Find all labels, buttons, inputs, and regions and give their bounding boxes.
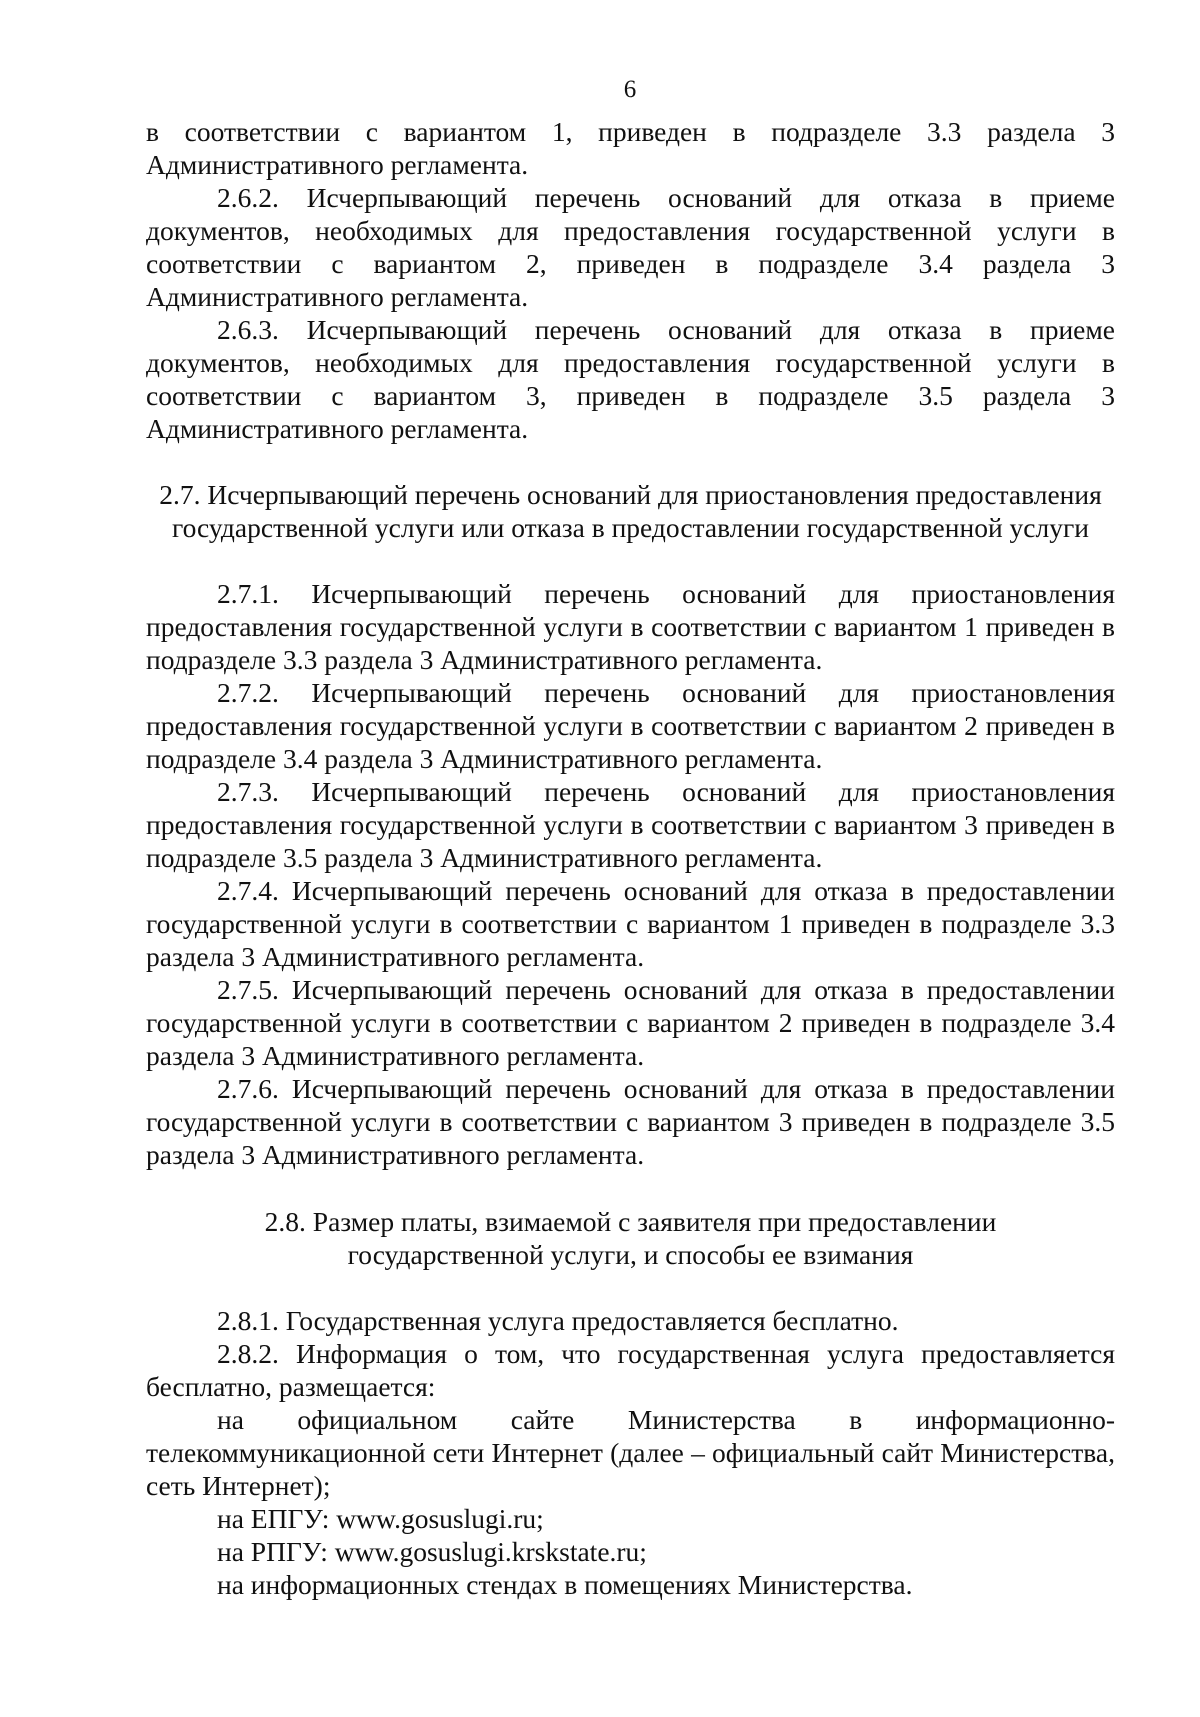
document-body <box>146 115 1115 1601</box>
paragraph-2-6-2: 2.6.2. Исчерпывающий перечень оснований для отказа в приеме документов, необходимых для предоставления государственной услуги в соответствии с вариантом 2, приведен в подразделе 3.4 раздела 3 Административного регламента. <box>146 182 1115 312</box>
paragraph-2-7-2: 2.7.2. Исчерпывающий перечень оснований для приостановления предоставления государственной услуги в соответствии с вариантом 2 приведен в подразделе 3.4 раздела 3 Административного регламента. <box>146 677 1115 774</box>
section-heading-2-8 <box>146 1205 1115 1271</box>
list-item-official-site: на официальном сайте Министерства в информационно-телекоммуникационной сети Интернет (далее – официальный сайт Министерства, сеть Интернет); <box>146 1404 1115 1501</box>
paragraph-2-8-1: 2.8.1. Государственная услуга предоставляется бесплатно. <box>217 1305 899 1336</box>
paragraph-2-7-6: 2.7.6. Исчерпывающий перечень оснований для отказа в предоставлении государственной услуги в соответствии с вариантом 3 приведен в подразделе 3.5 раздела 3 Административного регламента. <box>146 1073 1115 1170</box>
paragraph-2-7-4: 2.7.4. Исчерпывающий перечень оснований для отказа в предоставлении государственной услуги в соответствии с вариантом 1 приведен в подразделе 3.3 раздела 3 Административного регламента. <box>146 875 1115 972</box>
section-heading-2-7-line1: 2.7. Исчерпывающий перечень оснований для приостановления предоставления <box>159 479 1102 510</box>
section-heading-2-7-line2: государственной услуги или отказа в предоставлении государственной услуги <box>172 512 1089 543</box>
section-heading-2-7 <box>146 478 1115 544</box>
list-item-epgu: на ЕПГУ: www.gosuslugi.ru; <box>217 1503 544 1534</box>
paragraph-continuation: в соответствии с вариантом 1, приведен в подразделе 3.3 раздела 3 Административного регламента. <box>146 116 1115 180</box>
paragraph-2-6-3: 2.6.3. Исчерпывающий перечень оснований для отказа в приеме документов, необходимых для предоставления государственной услуги в соответствии с вариантом 3, приведен в подразделе 3.5 раздела 3 Административного регламента. <box>146 314 1115 444</box>
paragraph-2-7-5: 2.7.5. Исчерпывающий перечень оснований для отказа в предоставлении государственной услуги в соответствии с вариантом 2 приведен в подразделе 3.4 раздела 3 Административного регламента. <box>146 974 1115 1071</box>
list-item-info-stands: на информационных стендах в помещениях Министерства. <box>217 1569 913 1600</box>
paragraph-2-7-3: 2.7.3. Исчерпывающий перечень оснований для приостановления предоставления государственной услуги в соответствии с вариантом 3 приведен в подразделе 3.5 раздела 3 Административного регламента. <box>146 776 1115 873</box>
section-heading-2-8-line2: государственной услуги, и способы ее взимания <box>347 1239 914 1270</box>
list-item-rpgu: на РПГУ: www.gosuslugi.krskstate.ru; <box>217 1536 647 1567</box>
section-heading-2-8-line1: 2.8. Размер платы, взимаемой с заявителя при предоставлении <box>264 1206 997 1237</box>
page-number: 6 <box>623 76 637 103</box>
paragraph-2-8-2: 2.8.2. Информация о том, что государственная услуга предоставляется бесплатно, размещается: <box>146 1338 1115 1402</box>
paragraph-2-7-1: 2.7.1. Исчерпывающий перечень оснований для приостановления предоставления государственной услуги в соответствии с вариантом 1 приведен в подразделе 3.3 раздела 3 Административного регламента. <box>146 578 1115 675</box>
